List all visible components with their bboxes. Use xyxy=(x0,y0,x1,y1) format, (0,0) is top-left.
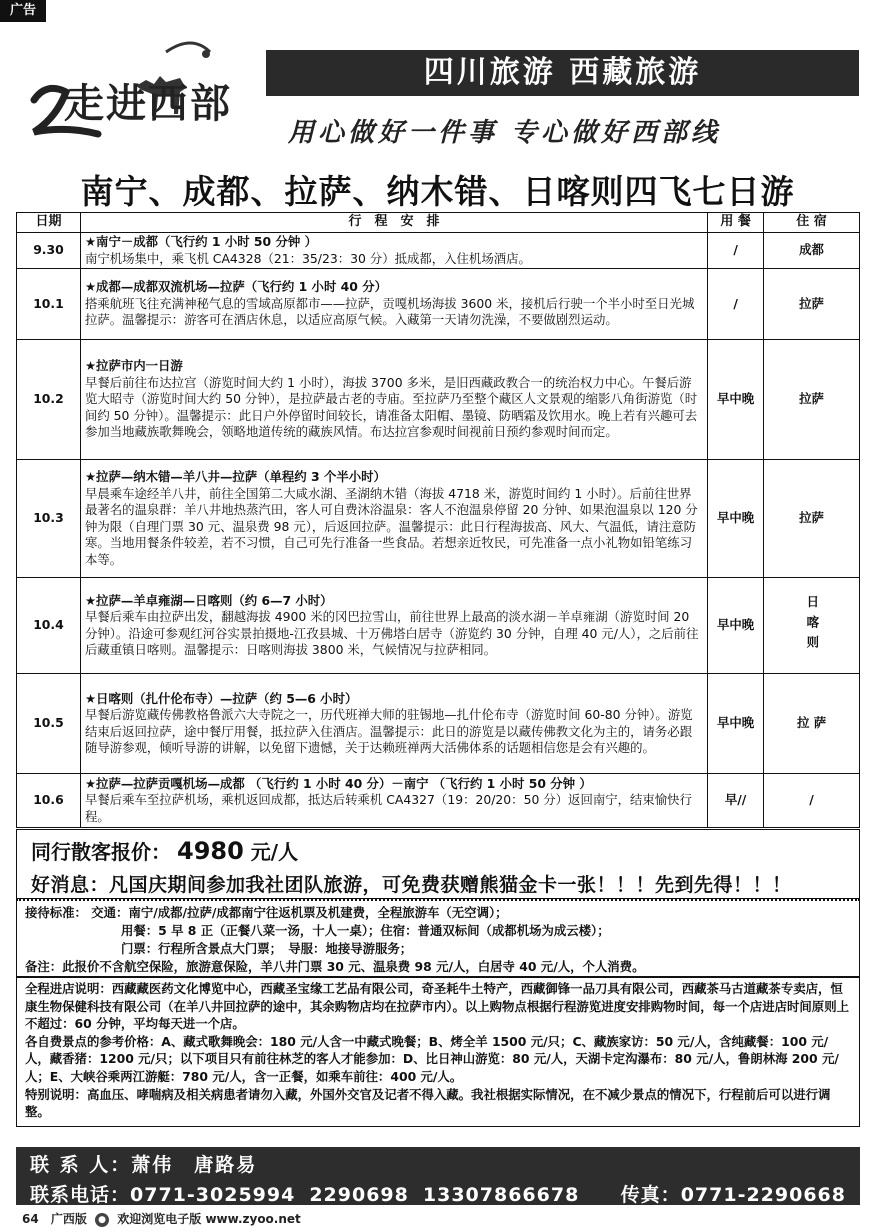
row-plan-heading: ★拉萨—纳木错—羊八井—拉萨（单程约 3 个半小时） xyxy=(84,469,386,484)
row-date: 10.2 xyxy=(17,340,81,460)
row-plan-heading: ★拉萨—羊卓雍湖—日喀则（约 6—7 小时） xyxy=(84,592,333,608)
logo-text: 走进西部 xyxy=(64,80,232,127)
row-plan xyxy=(80,774,707,828)
row-date: 10.4 xyxy=(17,578,81,674)
contact-phone-label: 联系电话： xyxy=(30,1184,131,1206)
table-row xyxy=(17,233,860,269)
row-date: 10.5 xyxy=(17,674,81,774)
row-plan-heading: ★日喀则（扎什伦布寺）—拉萨（约 5—6 小时） xyxy=(84,690,358,706)
standards-food: 用餐：5 早 8 正（正餐八菜一汤，十人一桌）；住宿：普通双标间（成都机场为成云楼）； xyxy=(121,923,610,938)
row-stay: 拉萨 xyxy=(764,340,860,460)
row-meal: 早中晚 xyxy=(708,578,764,674)
contact-fax-label: 传真： xyxy=(620,1184,681,1206)
row-stay: 拉 萨 xyxy=(764,674,860,774)
row-plan xyxy=(80,674,707,774)
row-meal: / xyxy=(708,269,764,340)
contact-fax-number[interactable]: 0771-2290668 xyxy=(680,1184,846,1206)
edition-label: 广西版 xyxy=(50,1212,87,1226)
row-plan xyxy=(80,269,707,340)
price-label: 同行散客报价： xyxy=(31,840,171,864)
row-stay: 日喀则 xyxy=(764,578,860,674)
row-plan-body: 早餐后前往布达拉宫（游览时间大约 1 小时），海拔 3700 多米，是旧西藏政教合一的统治权力中心。午餐后游览大昭寺（游览时间大约 50 分钟），是拉萨最古老的寺庙。至拉萨乃至整个藏区人文景观的缩影八角街游览（时间约 50 分钟）。温馨提示：此日户外停留时间较长，请准备太阳帽、墨镜、防晒霜及饮用水。晚上若有兴趣可去参加当地藏族歌舞晚会，领略地道传统的藏族风情。布达拉宫参观时间视前日预约参观时间而定。 xyxy=(84,374,698,440)
table-row xyxy=(17,674,860,774)
row-plan xyxy=(80,340,707,460)
price-unit: 元/人 xyxy=(250,840,299,864)
itinerary-table xyxy=(16,212,860,828)
row-meal: / xyxy=(708,233,764,269)
row-plan xyxy=(80,233,707,269)
table-header-row xyxy=(17,213,860,233)
row-plan-body: 南宁机场集中，乘飞机 CA4328（21：35/23：30 分）抵成都，入住机场酒店。 xyxy=(84,250,531,266)
standards-tickets: 门票：行程所含景点大门票； 导服：地接导游服务； xyxy=(121,941,413,956)
row-plan-heading: ★拉萨市内一日游 xyxy=(84,358,183,374)
standards-traffic-row xyxy=(25,904,851,922)
optional-prices: 各自费景点的参考价格：A、藏式歌舞晚会：180 元/人含一中藏式晚餐；B、烤全羊 1500 元/只；C、藏族家访：50 元/人，含纯藏餐：100 元/人，藏香猪：1200 元/只；以下项目只有前往林芝的客人才能参加：D、比日神山游览：80 元/人，天湖卡定沟瀑布：80 元/人，鲁朗林海 200 元/人；E、大峡谷乘两江游艇：780 元/人，含一正餐，如乘车前往：400 元/人。 xyxy=(25,1033,839,1084)
page-footer xyxy=(22,1210,301,1227)
row-plan-body: 早餐后乘车由拉萨出发，翻越海拔 4900 米的冈巴拉雪山，前往世界上最高的淡水湖－羊卓雍湖（游览时间 20 分钟）。沿途可参观红河谷实景拍摄地-江孜县城、十万佛塔白居寺（游览约 30 分钟，自理 40 元/人），之后前往后藏重镇日喀则。温馨提示：日喀则海拔 3800 米，气候情况与拉萨相同。 xyxy=(84,609,699,657)
contact-people: 萧伟 唐路易 xyxy=(131,1154,258,1176)
row-date: 10.3 xyxy=(17,460,81,578)
row-plan-body: 早餐后乘车至拉萨机场，乘机返回成都，抵达后转乘机 CA4327（19：20/20：50 分）返回南宁，结束愉快行程。 xyxy=(84,792,692,824)
table-row xyxy=(17,460,860,578)
row-stay: 拉萨 xyxy=(764,269,860,340)
company-logo xyxy=(6,22,262,150)
contact-phone-1[interactable]: 0771-3025994 xyxy=(130,1184,296,1206)
contact-people-row xyxy=(30,1150,846,1177)
row-stay: 拉萨 xyxy=(764,460,860,578)
special-notes: 特别说明：高血压、哮喘病及相关病患者请勿入藏，外国外交官及记者不得入藏。我社根据实际情况，在不减少景点的情况下，行程前后可以进行调整。 xyxy=(25,1086,831,1120)
table-row xyxy=(17,774,860,828)
row-date: 10.6 xyxy=(17,774,81,828)
row-plan-body: 早餐后游览藏传佛教格鲁派六大寺院之一，历代班禅大师的驻锡地—扎什伦布寺（游览时间 60-80 分钟）。游览结束后返回拉萨，途中餐厅用餐，抵拉萨入住酒店。温馨提示：此日的游览是以藏传佛教文化为主的，请务必跟随导游参观，倾听导游的讲解，以免留下遗憾，关于达赖班禅两大活佛体系的话题相信您是会有兴趣的。 xyxy=(84,707,693,755)
contact-phone-3[interactable]: 13307866678 xyxy=(422,1184,580,1206)
header-banner: 四川旅游 西藏旅游 xyxy=(266,50,859,96)
page-title: 南宁、成都、拉萨、纳木错、日喀则四飞七日游 xyxy=(80,172,795,211)
contact-bar xyxy=(16,1147,860,1205)
notes-section xyxy=(16,977,860,1127)
price-amount: 4980 xyxy=(177,837,244,865)
row-meal: 早// xyxy=(708,774,764,828)
price-line xyxy=(31,836,845,865)
row-plan xyxy=(80,460,707,578)
row-plan-heading: ★成都—成都双流机场—拉萨（飞行约 1 小时 40 分） xyxy=(84,279,387,295)
row-plan xyxy=(80,578,707,674)
row-plan-body: 早晨乘车途经羊八井，前往全国第二大咸水湖、圣湖纳木错（海拔 4718 米，游览时间约 1 小时）。后前往世界最著名的温泉群：羊八井地热蒸汽田，客人可自费沐浴温泉：客人不泡温泉停留 20 分钟、如果泡温泉以 120 分钟为限（自理门票 30 元、温泉费 98 元），后返回拉萨。温馨提示：此日行程海拔高、风大、气温低，请注意防寒。当地用餐条件较差，若不习惯，自己可先行准备一些食品。若想亲近牧民，可先准备一点小礼物如铅笔练习本等。 xyxy=(84,485,698,567)
standards-label: 接待标准： xyxy=(25,905,87,920)
row-plan-heading: ★南宁－成都（飞行约 1 小时 50 分钟 ） xyxy=(84,234,317,249)
row-date: 10.1 xyxy=(17,269,81,340)
zyoo-icon: ● xyxy=(95,1213,109,1227)
standards-remark: 备注：此报价不含航空保险，旅游意保险，羊八井门票 30 元、温泉费 98 元/人，白居寺 40 元/人，个人消费。 xyxy=(25,959,645,974)
row-meal: 早中晚 xyxy=(708,460,764,578)
row-plan-heading: ★拉萨—拉萨贡嘎机场—成都 （飞行约 1 小时 40 分）－南宁 （飞行约 1 小时 50 分钟 ） xyxy=(84,775,592,791)
page-number: 64 xyxy=(22,1212,39,1226)
table-row xyxy=(17,269,860,340)
contact-people-label: 联 系 人： xyxy=(30,1154,132,1176)
service-standards xyxy=(16,899,860,977)
row-meal: 早中晚 xyxy=(708,340,764,460)
footer-website[interactable]: 欢迎浏览电子版 www.zyoo.net xyxy=(117,1212,301,1226)
row-meal: 早中晚 xyxy=(708,674,764,774)
header-plan: 行 程 安 排 xyxy=(80,213,707,233)
header-date: 日期 xyxy=(17,213,81,233)
shopping-notes: 全程进店说明：西藏藏医药文化博览中心，西藏圣宝缘工艺品有限公司，奇圣耗牛土特产，西藏御锋一品刀具有限公司，西藏茶马古道藏茶专卖店，恒康生物保健科技有限公司（在羊八井回拉萨的途中，其余购物店均在拉萨市内）。以上购物点根据行程游览进度安排购物时间，每一个店进店时间原则上不超过：60 分钟，平均每天进一个店。 xyxy=(25,981,849,1032)
row-stay: / xyxy=(764,774,860,828)
contact-phone-row xyxy=(30,1180,846,1207)
header-meal: 用 餐 xyxy=(708,213,764,233)
row-stay: 成都 xyxy=(764,233,860,269)
row-plan-body: 搭乘航班飞往充满神秘气息的雪域高原都市——拉萨，贡嘎机场海拔 3600 米，接机后行驶一个半小时至日光城拉萨。温馨提示：游客可在酒店休息，以适应高原气候。入藏第一天请勿洗澡，不要做剧烈运动。 xyxy=(84,295,695,328)
header-stay: 住 宿 xyxy=(764,213,860,233)
slogan: 用心做好一件事 专心做好西部线 xyxy=(288,118,722,148)
contact-fax xyxy=(621,1180,846,1207)
standards-traffic: 交通：南宁/成都/拉萨/成都南宁往返机票及机建费，全程旅游车（无空调）； xyxy=(91,905,508,920)
price-section xyxy=(16,829,860,899)
good-news: 好消息：凡国庆期间参加我社团队旅游，可免费获赠熊猫金卡一张！！！先到先得！！！ xyxy=(31,874,792,896)
ad-label: 广告 xyxy=(0,0,46,22)
contact-phone-2[interactable]: 2290698 xyxy=(309,1184,409,1206)
table-row xyxy=(17,578,860,674)
row-date: 9.30 xyxy=(17,233,81,269)
table-row xyxy=(17,340,860,460)
